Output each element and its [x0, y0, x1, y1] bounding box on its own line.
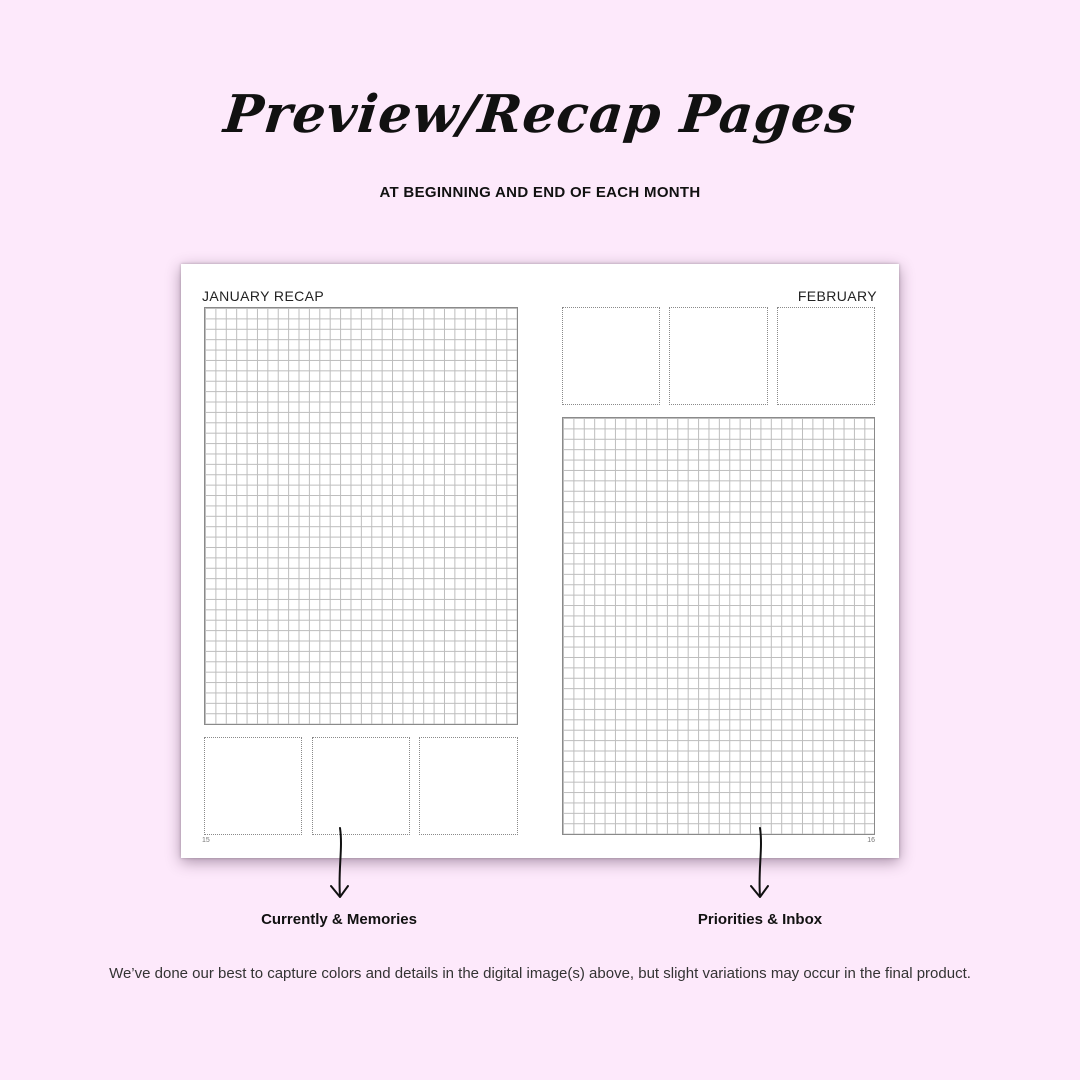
- priority-box-2: [669, 307, 768, 405]
- memory-box-3: [419, 737, 518, 835]
- disclaimer-text: We’ve done our best to capture colors and details in the digital image(s) above, but slight variations may occur in the final product.: [109, 965, 971, 982]
- page-title: Preview/Recap Pages: [220, 84, 860, 145]
- inbox-grid: [562, 417, 875, 835]
- memory-box-1: [204, 737, 302, 835]
- left-page-number: 15: [202, 837, 210, 844]
- arrow-down-icon: [326, 826, 356, 902]
- priority-box-3: [777, 307, 875, 405]
- left-callout-label: Currently & Memories: [261, 911, 417, 928]
- right-page-heading: FEBRUARY: [797, 288, 877, 304]
- memory-box-2: [312, 737, 410, 835]
- planner-spread: [181, 264, 899, 858]
- right-callout-label: Priorities & Inbox: [697, 911, 823, 928]
- left-page-heading: JANUARY RECAP: [202, 288, 325, 304]
- recap-grid: [204, 307, 518, 725]
- arrow-down-icon: [746, 826, 776, 902]
- priority-box-1: [562, 307, 660, 405]
- page-subtitle: AT BEGINNING AND END OF EACH MONTH: [379, 184, 701, 201]
- right-page-number: 16: [867, 837, 875, 844]
